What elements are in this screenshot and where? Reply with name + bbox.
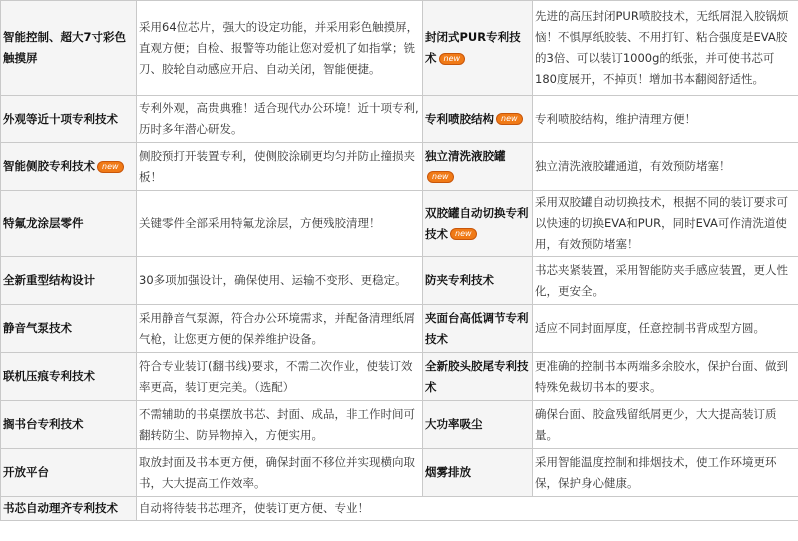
feature-name-cell — [1, 1, 137, 96]
feature-name: 全新重型结构设计 — [3, 273, 95, 287]
feature-name-cell — [1, 353, 137, 401]
feature-name-cell — [423, 449, 533, 497]
feature-name-cell — [1, 449, 137, 497]
feature-name: 搁书台专利技术 — [3, 417, 84, 431]
feature-description: 采用智能温度控制和排烟技术，使工作环境更环保，保护身心健康。 — [533, 449, 798, 497]
feature-name: 封闭式PUR专利技术 — [425, 30, 521, 65]
feature-description: 自动将待装书芯理齐，使装订更方便、专业！ — [137, 497, 798, 521]
feature-description: 先进的高压封闭PUR喷胶技术，无纸屑混入胶锅烦恼！不惧厚纸胶装、不用打钉、粘合强度是EVA胶的3倍、可以装订1000g的纸张，并可使书芯可180度展开，不掉页！增加书本翻阅舒适性。 — [533, 1, 798, 96]
feature-name-cell — [423, 191, 533, 257]
feature-name: 静音气泵技术 — [3, 321, 72, 335]
feature-description: 采用双胶罐自动切换技术，根据不同的装订要求可以快速的切换EVA和PUR，同时EVA可作清洗道使用，有效预防堵塞！ — [533, 191, 798, 257]
feature-description: 侧胶预打开装置专利，使侧胶涂刷更均匀并防止撞损夹板！ — [137, 143, 423, 191]
feature-description: 30多项加强设计，确保使用、运输不变形、更稳定。 — [137, 257, 423, 305]
feature-description: 采用64位芯片，强大的设定功能，并采用彩色触摸屏，直观方便；自检、报警等功能让您对爱机了如指掌；铣刀、胶轮自动感应开启、自动关闭，智能便捷。 — [137, 1, 423, 96]
table-row — [1, 257, 798, 305]
feature-description: 专利外观，高贵典雅！适合现代办公环境！近十项专利,历时多年潜心研发。 — [137, 96, 423, 143]
feature-name: 专利喷胶结构 — [425, 111, 494, 126]
new-badge: new — [496, 113, 523, 125]
feature-name-cell — [1, 497, 137, 521]
new-badge: new — [450, 228, 477, 240]
feature-name-cell — [423, 353, 533, 401]
feature-name: 独立清洗液胶罐 — [425, 148, 506, 163]
feature-name-cell — [423, 401, 533, 449]
feature-description: 不需辅助的书桌摆放书芯、封面、成品，非工作时间可翻转防尘、防异物掉入，方便实用。 — [137, 401, 423, 449]
feature-name-cell — [1, 96, 137, 143]
feature-name-cell — [423, 257, 533, 305]
table-row — [1, 96, 798, 143]
feature-table-body — [1, 1, 798, 521]
feature-name: 书芯自动理齐专利技术 — [3, 501, 118, 515]
feature-name-cell — [1, 143, 137, 191]
feature-description: 适应不同封面厚度，任意控制书背成型方圆。 — [533, 305, 798, 353]
table-row — [1, 353, 798, 401]
feature-name: 双胶罐自动切换专利技术 — [425, 205, 529, 241]
table-row — [1, 305, 798, 353]
table-row — [1, 497, 798, 521]
feature-name: 开放平台 — [3, 465, 49, 479]
feature-name-cell — [1, 257, 137, 305]
feature-description: 采用静音气泵源，符合办公环境需求，并配备清理纸屑气枪，让您更方便的保养维护设备。 — [137, 305, 423, 353]
table-row — [1, 191, 798, 257]
feature-description: 更准确的控制书本两端多余胶水，保护台面、做到特殊免裁切书本的要求。 — [533, 353, 798, 401]
table-row — [1, 401, 798, 449]
feature-name: 大功率吸尘 — [425, 417, 483, 431]
feature-name: 联机压痕专利技术 — [3, 369, 95, 383]
feature-name: 全新胶头胶尾专利技术 — [425, 358, 529, 394]
feature-name-cell — [1, 401, 137, 449]
feature-name-cell — [423, 305, 533, 353]
feature-description: 符合专业装订(翻书线)要求，不需二次作业，使装订效率更高，装订更完美。（选配） — [137, 353, 423, 401]
feature-description: 关键零件全部采用特氟龙涂层，方便残胶清理！ — [137, 191, 423, 257]
feature-name: 特氟龙涂层零件 — [3, 216, 84, 230]
feature-description: 专利喷胶结构，维护清理方便！ — [533, 96, 798, 143]
feature-name: 智能控制、超大7寸彩色触摸屏 — [3, 30, 127, 65]
feature-name-cell — [423, 143, 533, 191]
feature-name: 烟雾排放 — [425, 465, 471, 479]
new-badge: new — [97, 161, 124, 173]
feature-name-cell — [423, 96, 533, 143]
feature-description: 取放封面及书本更方便，确保封面不移位并实现横向取书，大大提高工作效率。 — [137, 449, 423, 497]
new-badge: new — [439, 53, 466, 65]
feature-description: 书芯夹紧装置，采用智能防夹手感应装置，更人性化，更安全。 — [533, 257, 798, 305]
new-badge: new — [427, 171, 454, 183]
feature-name: 防夹专利技术 — [425, 273, 494, 287]
table-row — [1, 143, 798, 191]
feature-name-cell — [423, 1, 533, 96]
feature-name: 智能侧胶专利技术 — [3, 159, 95, 173]
table-row — [1, 449, 798, 497]
feature-name-cell — [1, 191, 137, 257]
feature-name: 夹面台高低调节专利技术 — [425, 310, 529, 346]
feature-name: 外观等近十项专利技术 — [3, 111, 118, 126]
table-row — [1, 1, 798, 96]
feature-name-cell — [1, 305, 137, 353]
feature-description: 确保台面、胶盒残留纸屑更少，大大提高装订质量。 — [533, 401, 798, 449]
feature-description: 独立清洗液胶罐通道，有效预防堵塞！ — [533, 143, 798, 191]
